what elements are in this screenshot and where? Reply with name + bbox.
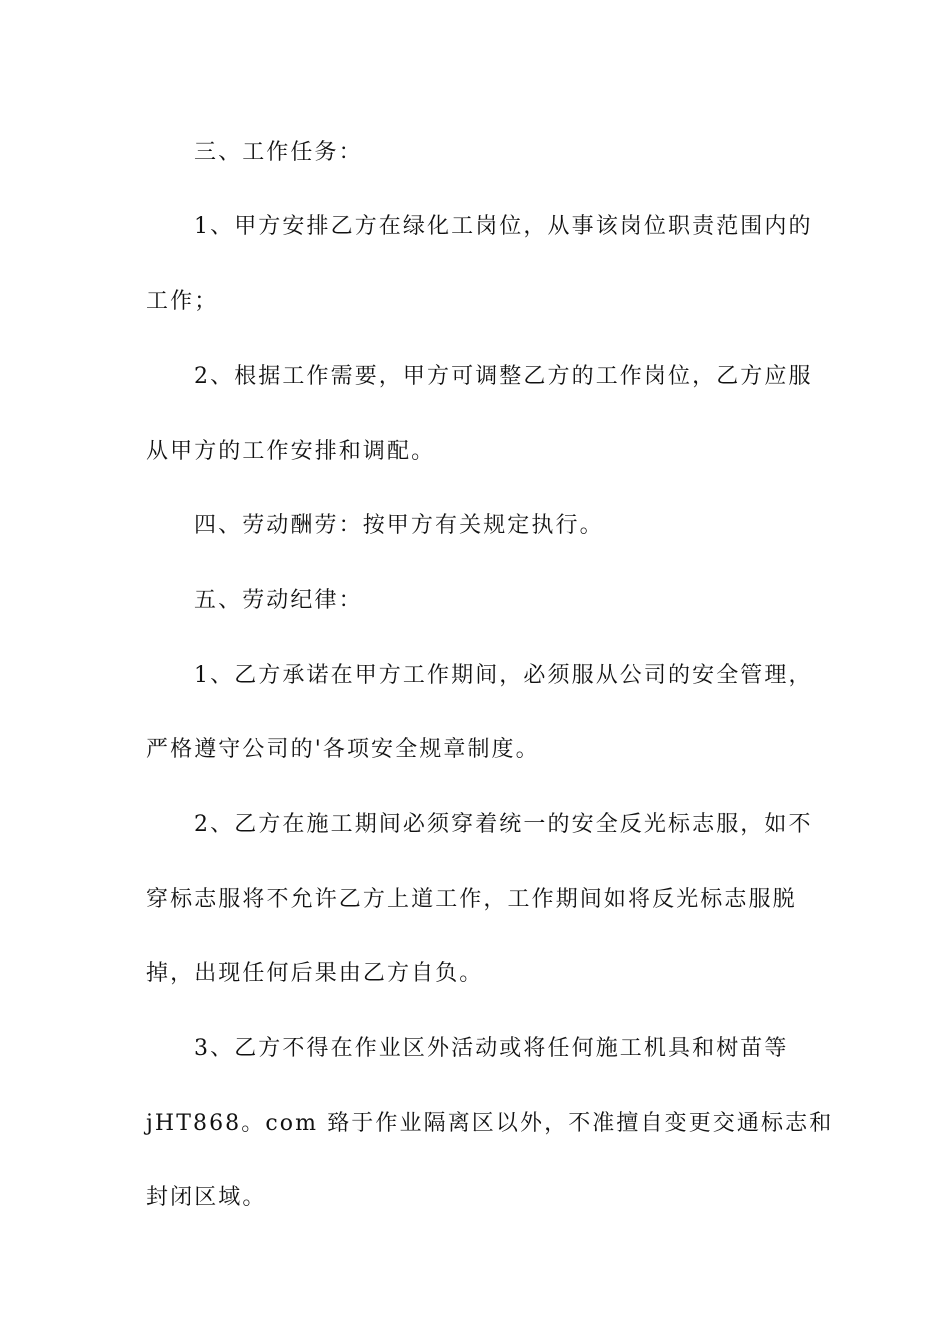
paragraph-line: 1、甲方安排乙方在绿化工岗位，从事该岗位职责范围内的 [194,214,813,239]
paragraph-line: 严格遵守公司的'各项安全规章制度。 [146,737,540,762]
paragraph-line: 3、乙方不得在作业区外活动或将任何施工机具和树苗等 [194,1036,789,1061]
paragraph-line: 封闭区域。 [146,1185,267,1210]
section-heading-labor-pay: 四、劳动酬劳：按甲方有关规定执行。 [194,513,604,538]
paragraph-line: 1、乙方承诺在甲方工作期间，必须服从公司的安全管理， [194,663,813,688]
paragraph-line: 掉，出现任何后果由乙方自负。 [146,961,484,986]
paragraph-line: 穿标志服将不允许乙方上道工作，工作期间如将反光标志服脱 [146,887,797,912]
paragraph-line: 工作； [146,289,219,314]
paragraph-line: 2、根据工作需要，甲方可调整乙方的工作岗位，乙方应服 [194,364,813,389]
paragraph-line: jHT868。com 臵于作业隔离区以外，不准擅自变更交通标志和 [146,1111,834,1136]
paragraph-line: 2、乙方在施工期间必须穿着统一的安全反光标志服，如不 [194,812,813,837]
section-heading-work-tasks: 三、工作任务： [194,140,363,165]
paragraph-line: 从甲方的工作安排和调配。 [146,439,436,464]
section-heading-labor-discipline: 五、劳动纪律： [194,588,363,613]
